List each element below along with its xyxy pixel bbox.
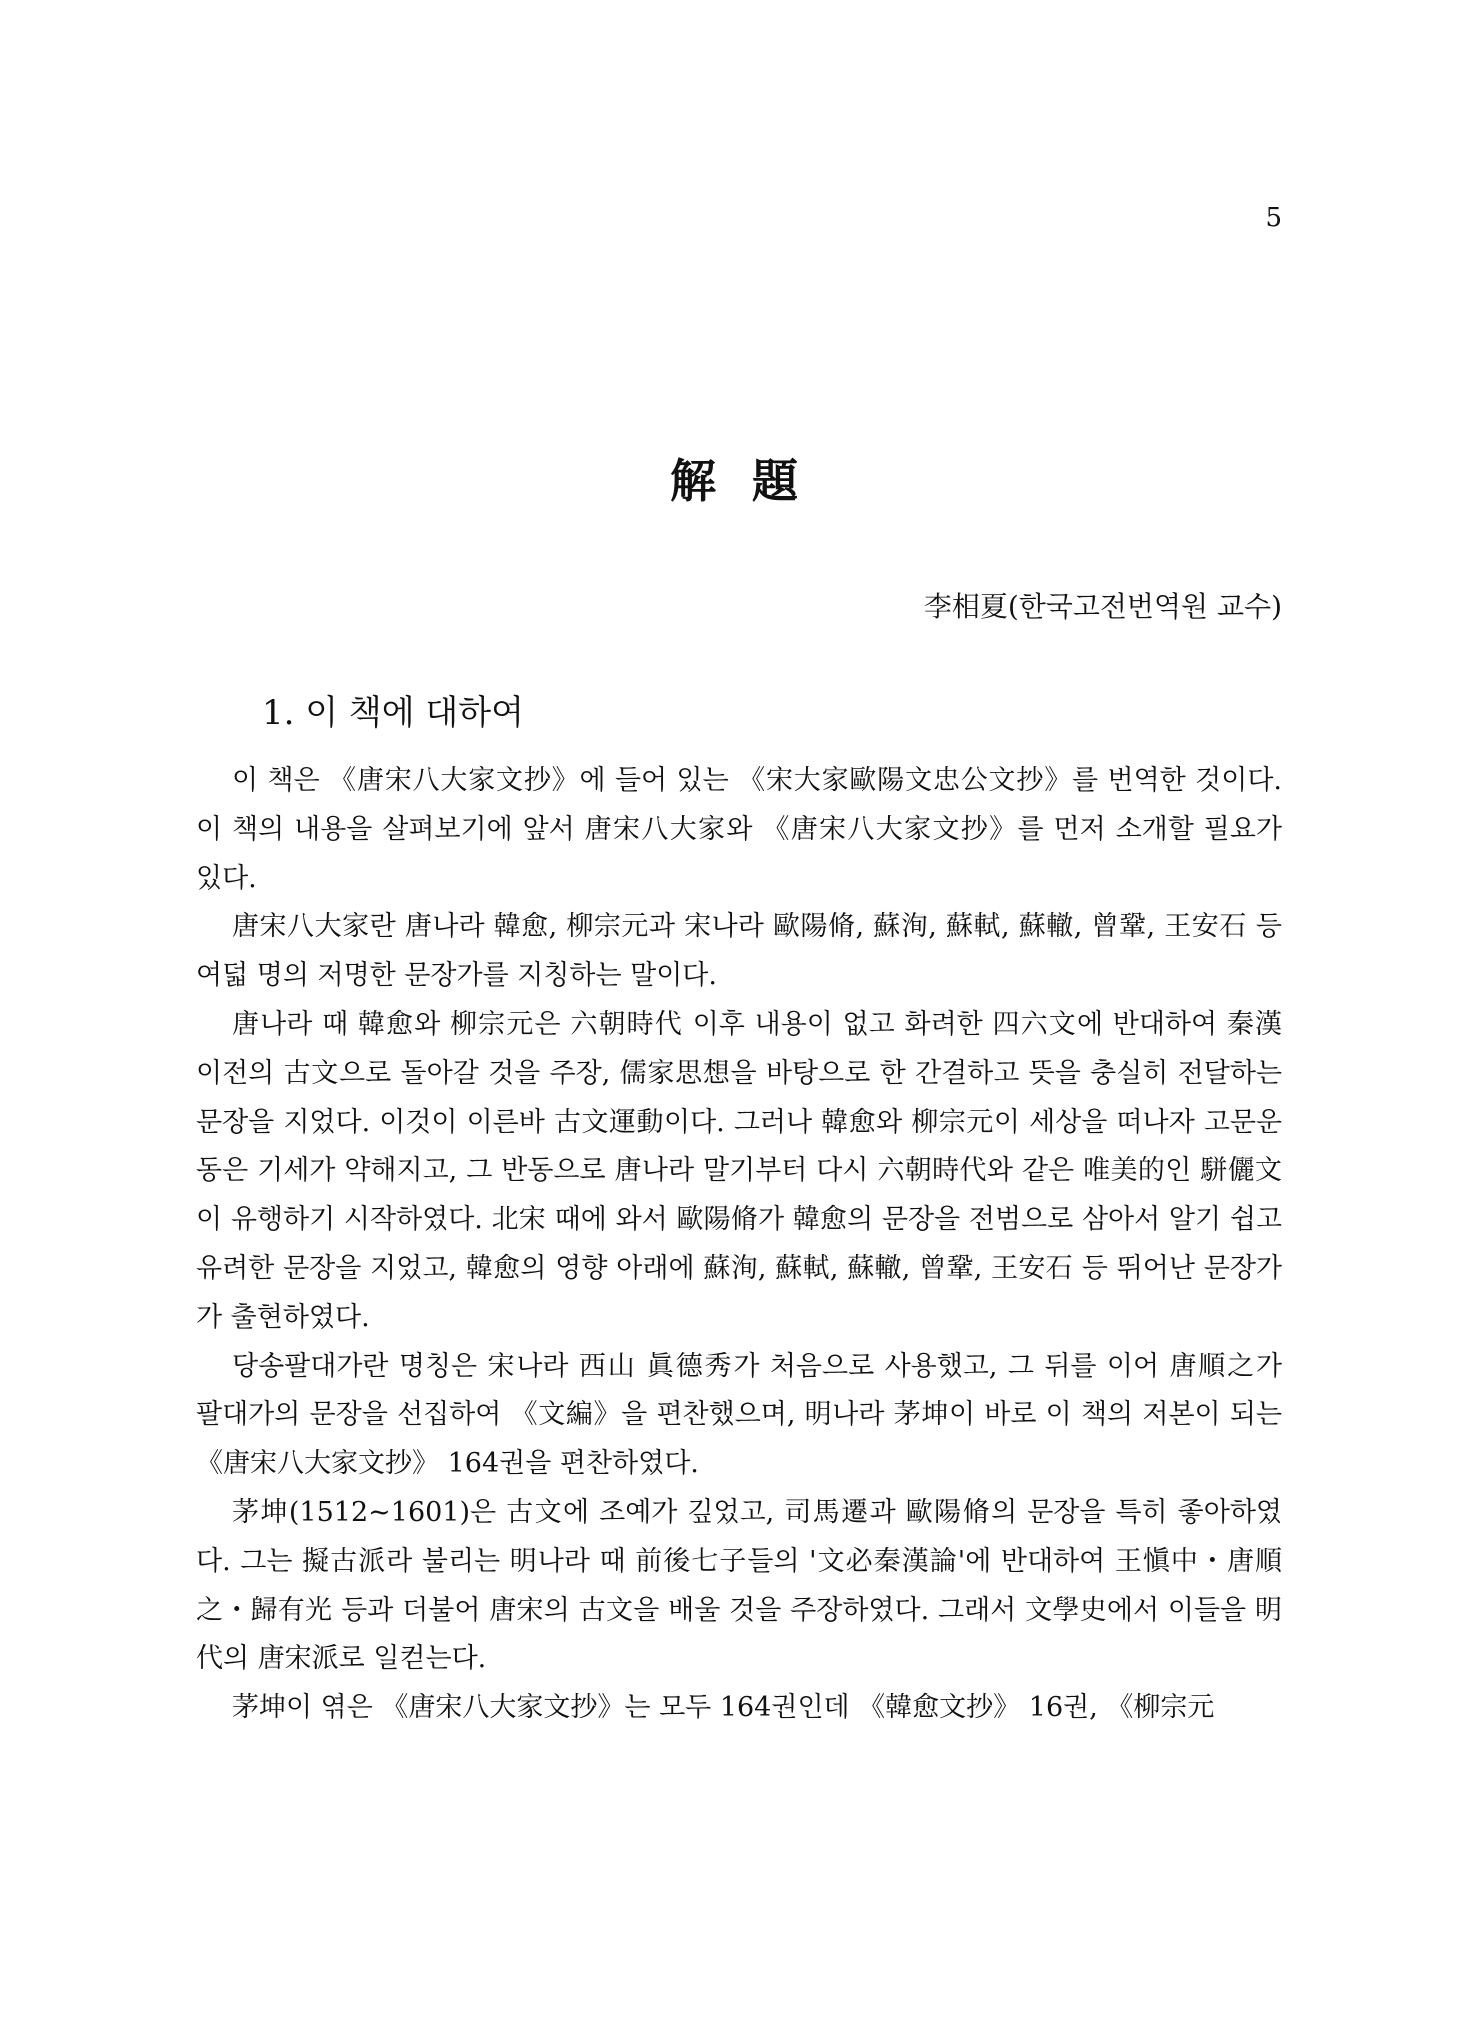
page-title: 解 題	[669, 454, 808, 508]
paragraph: 茅坤이 엮은 《唐宋八大家文抄》는 모두 164권인데 《韓愈文抄》 16권, 《柳宗元	[232, 1692, 1215, 1724]
paragraph: 唐나라 때 韓愈와 柳宗元은 六朝時代 이후 내용이 없고 화려한 四六文에 반대하여 秦漢 이전의 古文으로 돌아갈 것을 주장, 儒家思想을 바탕으로 한 간결하고 뜻을 충실히 전달하는 문장을 지었다. 이것이 이른바 古文運動이다. 그러나 韓愈와 柳宗元이 세상을 떠나자 고문운동은 기세가 약해지고, 그 반동으로 唐나라 말기부터 다시 六朝時代와 같은 唯美的인 駢儷文이 유행하기 시작하였다. 北宋 때에 와서 歐陽脩가 韓愈의 문장을 전범으로 삼아서 알기 쉽고 유려한 문장을 지었고, 韓愈의 영향 아래에 蘇洵, 蘇軾, 蘇轍, 曾鞏, 王安石 등 뛰어난 문장가가 출현하였다.	[196, 1008, 1282, 1333]
page-number: 5	[1265, 203, 1282, 233]
section-heading: 1. 이 책에 대하여	[262, 693, 524, 733]
paragraph: 茅坤(1512~1601)은 古文에 조예가 깊었고, 司馬遷과 歐陽脩의 문장을 특히 좋아하였다. 그는 擬古派라 불리는 明나라 때 前後七子들의 '文必秦漢論'에 반대하여 王愼中・唐順之・歸有光 등과 더불어 唐宋의 古文을 배울 것을 주장하였다. 그래서 文學史에서 이들을 明代의 唐宋派로 일컫는다.	[196, 1496, 1282, 1675]
author-line: 李相夏(한국고전번역원 교수)	[923, 590, 1282, 623]
paragraph: 唐宋八大家란 唐나라 韓愈, 柳宗元과 宋나라 歐陽脩, 蘇洵, 蘇軾, 蘇轍, 曾鞏, 王安石 등 여덟 명의 저명한 문장가를 지칭하는 말이다.	[196, 911, 1282, 992]
body-text	[196, 757, 1282, 1733]
paragraph: 당송팔대가란 명칭은 宋나라 西山 眞德秀가 처음으로 사용했고, 그 뒤를 이어 唐順之가 팔대가의 문장을 선집하여 《文編》을 편찬했으며, 明나라 茅坤이 바로 이 책의 저본이 되는 《唐宋八大家文抄》 164권을 편찬하였다.	[196, 1350, 1282, 1480]
paragraph: 이 책은 《唐宋八大家文抄》에 들어 있는 《宋大家歐陽文忠公文抄》를 번역한 것이다. 이 책의 내용을 살펴보기에 앞서 唐宋八大家와 《唐宋八大家文抄》를 먼저 소개할 필요가 있다.	[196, 765, 1282, 894]
